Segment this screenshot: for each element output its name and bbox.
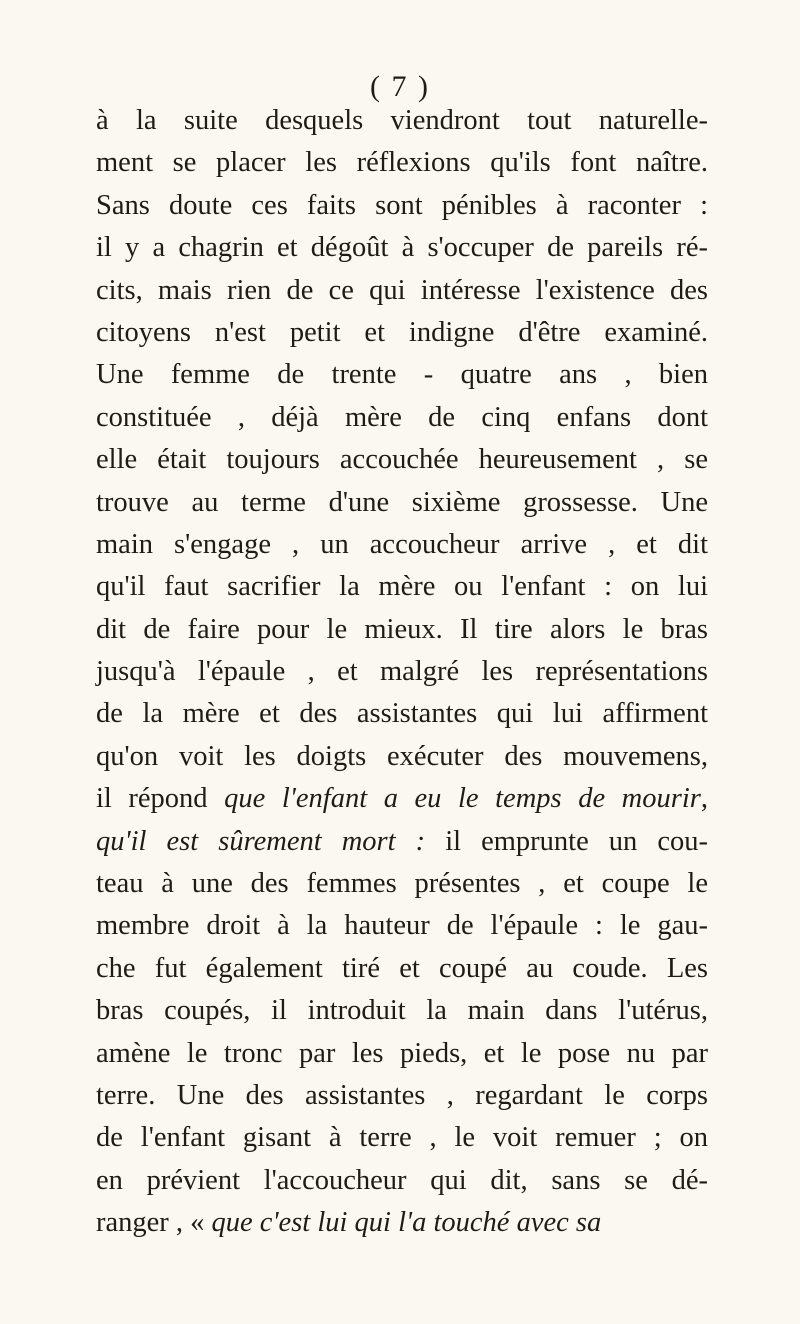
text-line (96, 821, 708, 863)
text-line: à la suite desquels viendront tout naturelle- (96, 105, 708, 136)
text-line: constituée , déjà mère de cinq enfans dont (96, 401, 708, 433)
text-line: che fut également tiré et coupé au coude. Les (96, 952, 708, 984)
line-text: ranger , « (96, 1207, 212, 1239)
text-line: qu'il faut sacrifier la mère ou l'enfant : on lui (96, 571, 708, 603)
text-line: teau à une des femmes présentes , et coupe le (96, 868, 708, 900)
text-line: jusqu'à l'épaule , et malgré les représentations (96, 656, 708, 688)
text-line: de l'enfant gisant à terre , le voit remuer ; on (96, 1122, 708, 1154)
text-line: citoyens n'est petit et indigne d'être examiné. (96, 316, 708, 348)
text-line (96, 1202, 708, 1244)
text-line: membre droit à la hauteur de l'épaule : le gau- (96, 910, 708, 942)
text-line: de la mère et des assistantes qui lui affirment (96, 698, 708, 730)
text-line: qu'on voit les doigts exécuter des mouvemens, (96, 740, 708, 772)
text-line: cits, mais rien de ce qui intéresse l'existence des (96, 274, 708, 306)
text-line: bras coupés, il introduit la main dans l'utérus, (96, 995, 708, 1027)
text-line: amène le tronc par les pieds, et le pose nu par (96, 1037, 708, 1069)
italic-quote: que l'enfant a eu le temps de mourir (224, 783, 701, 815)
text-line (96, 778, 708, 820)
italic-quote: qu'il est sûrement mort : (96, 825, 426, 857)
text-line: en prévient l'accoucheur qui dit, sans se dé- (96, 1164, 708, 1196)
text-line: ment se placer les réflexions qu'ils font naître. (96, 147, 708, 179)
line-text: il emprunte un cou- (425, 825, 708, 857)
text-line: terre. Une des assistantes , regardant le corps (96, 1079, 708, 1111)
text-line: Sans doute ces faits sont pénibles à raconter : (96, 189, 708, 221)
line-text: , (700, 783, 708, 815)
body-text (96, 100, 708, 1245)
text-line: main s'engage , un accoucheur arrive , et dit (96, 528, 708, 560)
text-line: dit de faire pour le mieux. Il tire alors le bras (96, 613, 708, 645)
text-line: trouve au terme d'une sixième grossesse. Une (96, 486, 708, 518)
page-number: ( 7 ) (370, 70, 430, 103)
line-text: il répond (96, 783, 225, 815)
italic-quote: que c'est lui qui l'a touché avec sa (211, 1207, 602, 1239)
text-line: elle était toujours accouchée heureusement , se (96, 444, 708, 476)
text-line: Une femme de trente - quatre ans , bien (96, 359, 708, 391)
text-line: il y a chagrin et dégoût à s'occuper de pareils ré- (96, 232, 708, 264)
